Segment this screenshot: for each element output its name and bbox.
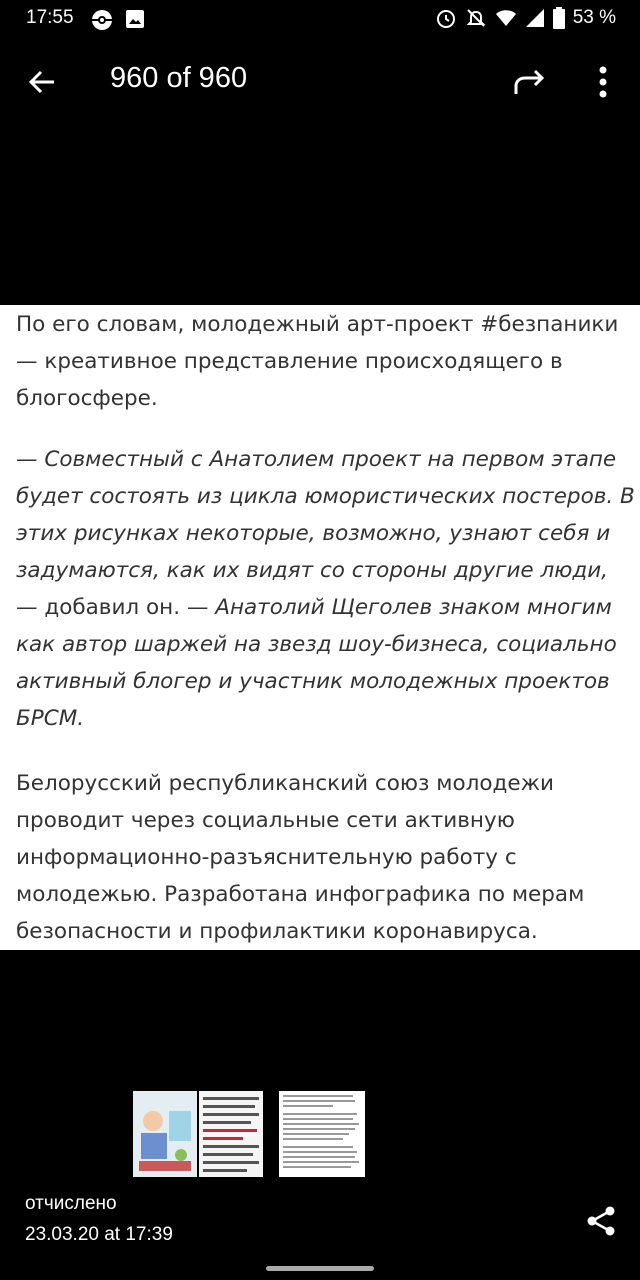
share-button[interactable]	[584, 1203, 620, 1239]
quote-italic-a: — Совместный с Анатолием проект на первом этапе будет состоять из цикла юмористических постеров. В этих рисунках некоторые, возможно, узнают себя и задумаются, как их видят со стороны другие люди,	[16, 447, 635, 583]
image-icon	[124, 8, 146, 30]
alarm-icon	[435, 7, 457, 29]
share-icon	[584, 1203, 620, 1239]
more-options-button[interactable]	[586, 62, 620, 102]
gesture-home-bar[interactable]	[266, 1266, 374, 1271]
more-vert-icon	[586, 62, 620, 102]
back-button[interactable]	[24, 64, 60, 100]
viewer-toolbar	[0, 46, 640, 114]
forward-icon	[510, 64, 550, 100]
thumbnail-2[interactable]	[199, 1091, 263, 1177]
battery-icon	[553, 7, 565, 29]
article-paragraph-2	[16, 441, 636, 737]
battery-percent: 53 %	[572, 7, 616, 28]
pokeball-icon	[90, 8, 114, 32]
article-paragraph-1: По его словам, молодежный арт-проект #безпаники — креативное представление происходящего в блогосфере.	[16, 312, 619, 411]
current-thumbnail-image	[279, 1091, 365, 1177]
wifi-icon	[495, 8, 517, 28]
notifications-off-icon	[465, 7, 487, 29]
photo-caption-date: 23.03.20 at 17:39	[25, 1224, 173, 1245]
arrow-back-icon	[24, 64, 60, 100]
thumbnail-3-current[interactable]	[279, 1091, 365, 1177]
cartoon-thumbnail-image	[133, 1091, 197, 1177]
quote-italic-b: Анатолий Щеголев знаком многим как автор шаржей на звезд шоу-бизнеса, социально активный блогер и участник молодежных проектов БРСМ.	[16, 595, 617, 731]
article-image	[0, 305, 640, 950]
thumbnail-1[interactable]	[133, 1091, 197, 1177]
thumbnail-strip	[133, 1091, 365, 1177]
page-title: 960 of 960	[110, 62, 248, 94]
status-time: 17:55	[26, 7, 74, 28]
text-thumbnail-image	[199, 1091, 263, 1177]
photo-caption-title: отчислено	[25, 1193, 117, 1214]
forward-button[interactable]	[510, 64, 550, 100]
status-bar	[0, 0, 640, 38]
quote-attribution: — добавил он. —	[16, 595, 216, 620]
article-paragraph-3: Белорусский республиканский союз молодежи проводит через социальные сети активную информационно-разъяснительную работу с молодежью. Разработана инфографика по мерам безопасности и профилактики коронавируса.	[16, 771, 585, 944]
signal-icon	[525, 8, 545, 28]
